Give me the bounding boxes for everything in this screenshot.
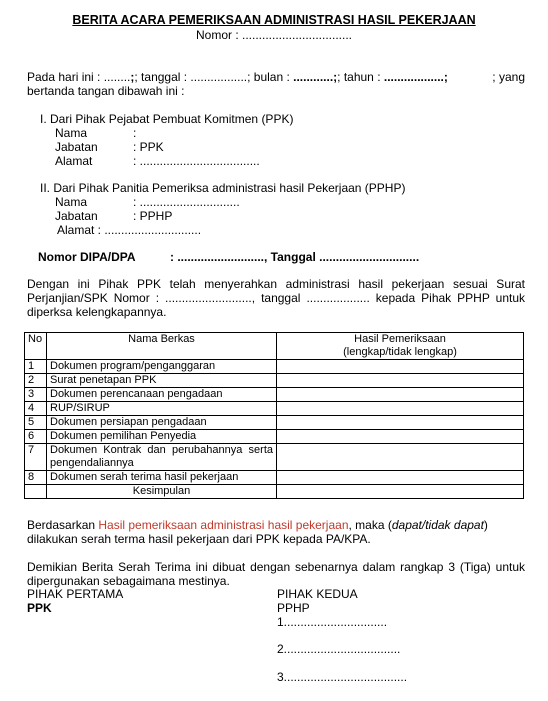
row-nama-berkas: Dokumen program/penganggaran (47, 360, 277, 374)
table-row (25, 374, 524, 388)
pphp-nama-value: : .............................. (133, 195, 240, 209)
hari-field: Pada hari ini : ........ (27, 70, 131, 84)
row-no: 8 (25, 471, 47, 485)
conclusion-line (27, 518, 525, 532)
pihak-kedua-role: PPHP (277, 601, 310, 615)
row-nama-berkas: Dokumen persiapan pengadaan (47, 416, 277, 430)
table-row (25, 471, 524, 485)
pihak-pertama-role: PPK (27, 601, 52, 615)
conclusion-option: dapat/tidak dapat (391, 518, 484, 532)
bulan-dots: ............ (293, 70, 334, 84)
pphp-jabatan-value: : PPHP (133, 209, 173, 223)
row-no: 5 (25, 416, 47, 430)
row-nama-berkas: Dokumen pemilihan Penyedia (47, 430, 277, 444)
row-nama-berkas: Dokumen perencanaan pengadaan (47, 388, 277, 402)
row-no: 3 (25, 388, 47, 402)
tahun-label: ; tahun : (337, 70, 384, 84)
col-nama-header: Nama Berkas (47, 333, 277, 360)
table-row (25, 402, 524, 416)
row-nama-berkas: Dokumen serah terima hasil pekerjaan (47, 471, 277, 485)
ppk-nama-label: Nama (55, 126, 88, 140)
kesimpulan-label: Kesimpulan (47, 485, 277, 499)
kesimpulan-value (277, 485, 524, 499)
berkas-table (24, 332, 524, 499)
dipa-label: Nomor DIPA/DPA (38, 250, 136, 264)
tahun-dots: .................. (383, 70, 444, 84)
dipa-value: : .........................., Tanggal .............................. (170, 250, 420, 264)
row-hasil (277, 416, 524, 430)
closing-paragraph: Demikian Berita Serah Terima ini dibuat dengan sebenarnya dalam rangkap 3 (Tiga) untuk dipergunakan sebagaimana mestinya. (27, 560, 525, 588)
ppk-alamat-label: Alamat (55, 154, 93, 168)
conclusion-end: ) (483, 518, 488, 532)
table-row (25, 416, 524, 430)
row-no: 4 (25, 402, 47, 416)
pihak-pertama-label: PIHAK PERTAMA (27, 587, 124, 601)
table-header-row (25, 333, 524, 360)
row-hasil (277, 360, 524, 374)
col-hasil-line2: (lengkap/tidak lengkap) (343, 346, 457, 358)
row-hasil (277, 374, 524, 388)
row-nama-berkas: RUP/SIRUP (47, 402, 277, 416)
conclusion-start: Berdasarkan (27, 518, 99, 532)
ppk-jabatan-label: Jabatan (55, 140, 98, 154)
row-hasil (277, 444, 524, 471)
pphp-alamat: Alamat : ............................. (57, 223, 202, 237)
row-no: 6 (25, 430, 47, 444)
table-row (25, 444, 524, 471)
row-no: 1 (25, 360, 47, 374)
document-title: BERITA ACARA PEMERIKSAAN ADMINISTRASI HASIL PEKERJAAN (72, 13, 476, 27)
row-nama-berkas: Dokumen Kontrak dan perubahannya serta pengendaliannya (47, 444, 277, 471)
document-number: Nomor : ................................. (195, 28, 353, 42)
table-row (25, 360, 524, 374)
pihak-kedua-label: PIHAK KEDUA (277, 587, 358, 601)
row-hasil (277, 402, 524, 416)
pphp-nama-label: Nama (55, 195, 88, 209)
col-hasil-header (277, 333, 524, 360)
ppk-jabatan-value: : PPK (133, 140, 164, 154)
signature-line-1: 1............................... (277, 615, 388, 629)
row-hasil (277, 471, 524, 485)
col-no-header: No (25, 333, 47, 360)
opening-line: Pada hari ini : ........;; tanggal : .................; bulan : ............;; tahun : ..................; ; yang (27, 70, 525, 84)
opening-line-2: bertanda tangan dibawah ini : (27, 84, 185, 98)
kesimpulan-row (25, 485, 524, 499)
table-row (25, 430, 524, 444)
pphp-heading: II. Dari Pihak Panitia Pemeriksa administrasi hasil Pekerjaan (PPHP) (40, 181, 406, 195)
table-row (25, 388, 524, 402)
intro-paragraph: Dengan ini Pihak PPK telah menyerahkan administrasi hasil pekerjaan sesuai Surat Perjanjian/SPK Nomor : .........................., tanggal ................... kepada Pihak PPHP untuk diperksa kelengkapannya. (27, 277, 525, 319)
col-hasil-line1: Hasil Pemeriksaan (354, 333, 446, 345)
signature-line-3: 3..................................... (277, 670, 408, 684)
pphp-jabatan-label: Jabatan (55, 209, 98, 223)
ppk-heading: I. Dari Pihak Pejabat Pembuat Komitmen (PPK) (40, 112, 294, 126)
ppk-alamat-value: : .................................... (133, 154, 260, 168)
conclusion-line-2: dilakukan serah terma hasil pekerjaan dari PPK kepada PA/KPA. (27, 532, 371, 546)
yang-text: ; yang (492, 70, 525, 84)
signature-line-2: 2................................... (277, 642, 401, 656)
row-hasil (277, 430, 524, 444)
conclusion-highlight: Hasil pemeriksaan administrasi hasil pekerjaan (98, 518, 349, 532)
ppk-nama-value: : (133, 126, 137, 140)
row-no: 7 (25, 444, 47, 471)
row-nama-berkas: Surat penetapan PPK (47, 374, 277, 388)
row-hasil (277, 388, 524, 402)
tanggal-bulan-field: ; tanggal : .................; bulan : (134, 70, 294, 84)
conclusion-mid: , maka ( (348, 518, 392, 532)
row-no: 2 (25, 374, 47, 388)
